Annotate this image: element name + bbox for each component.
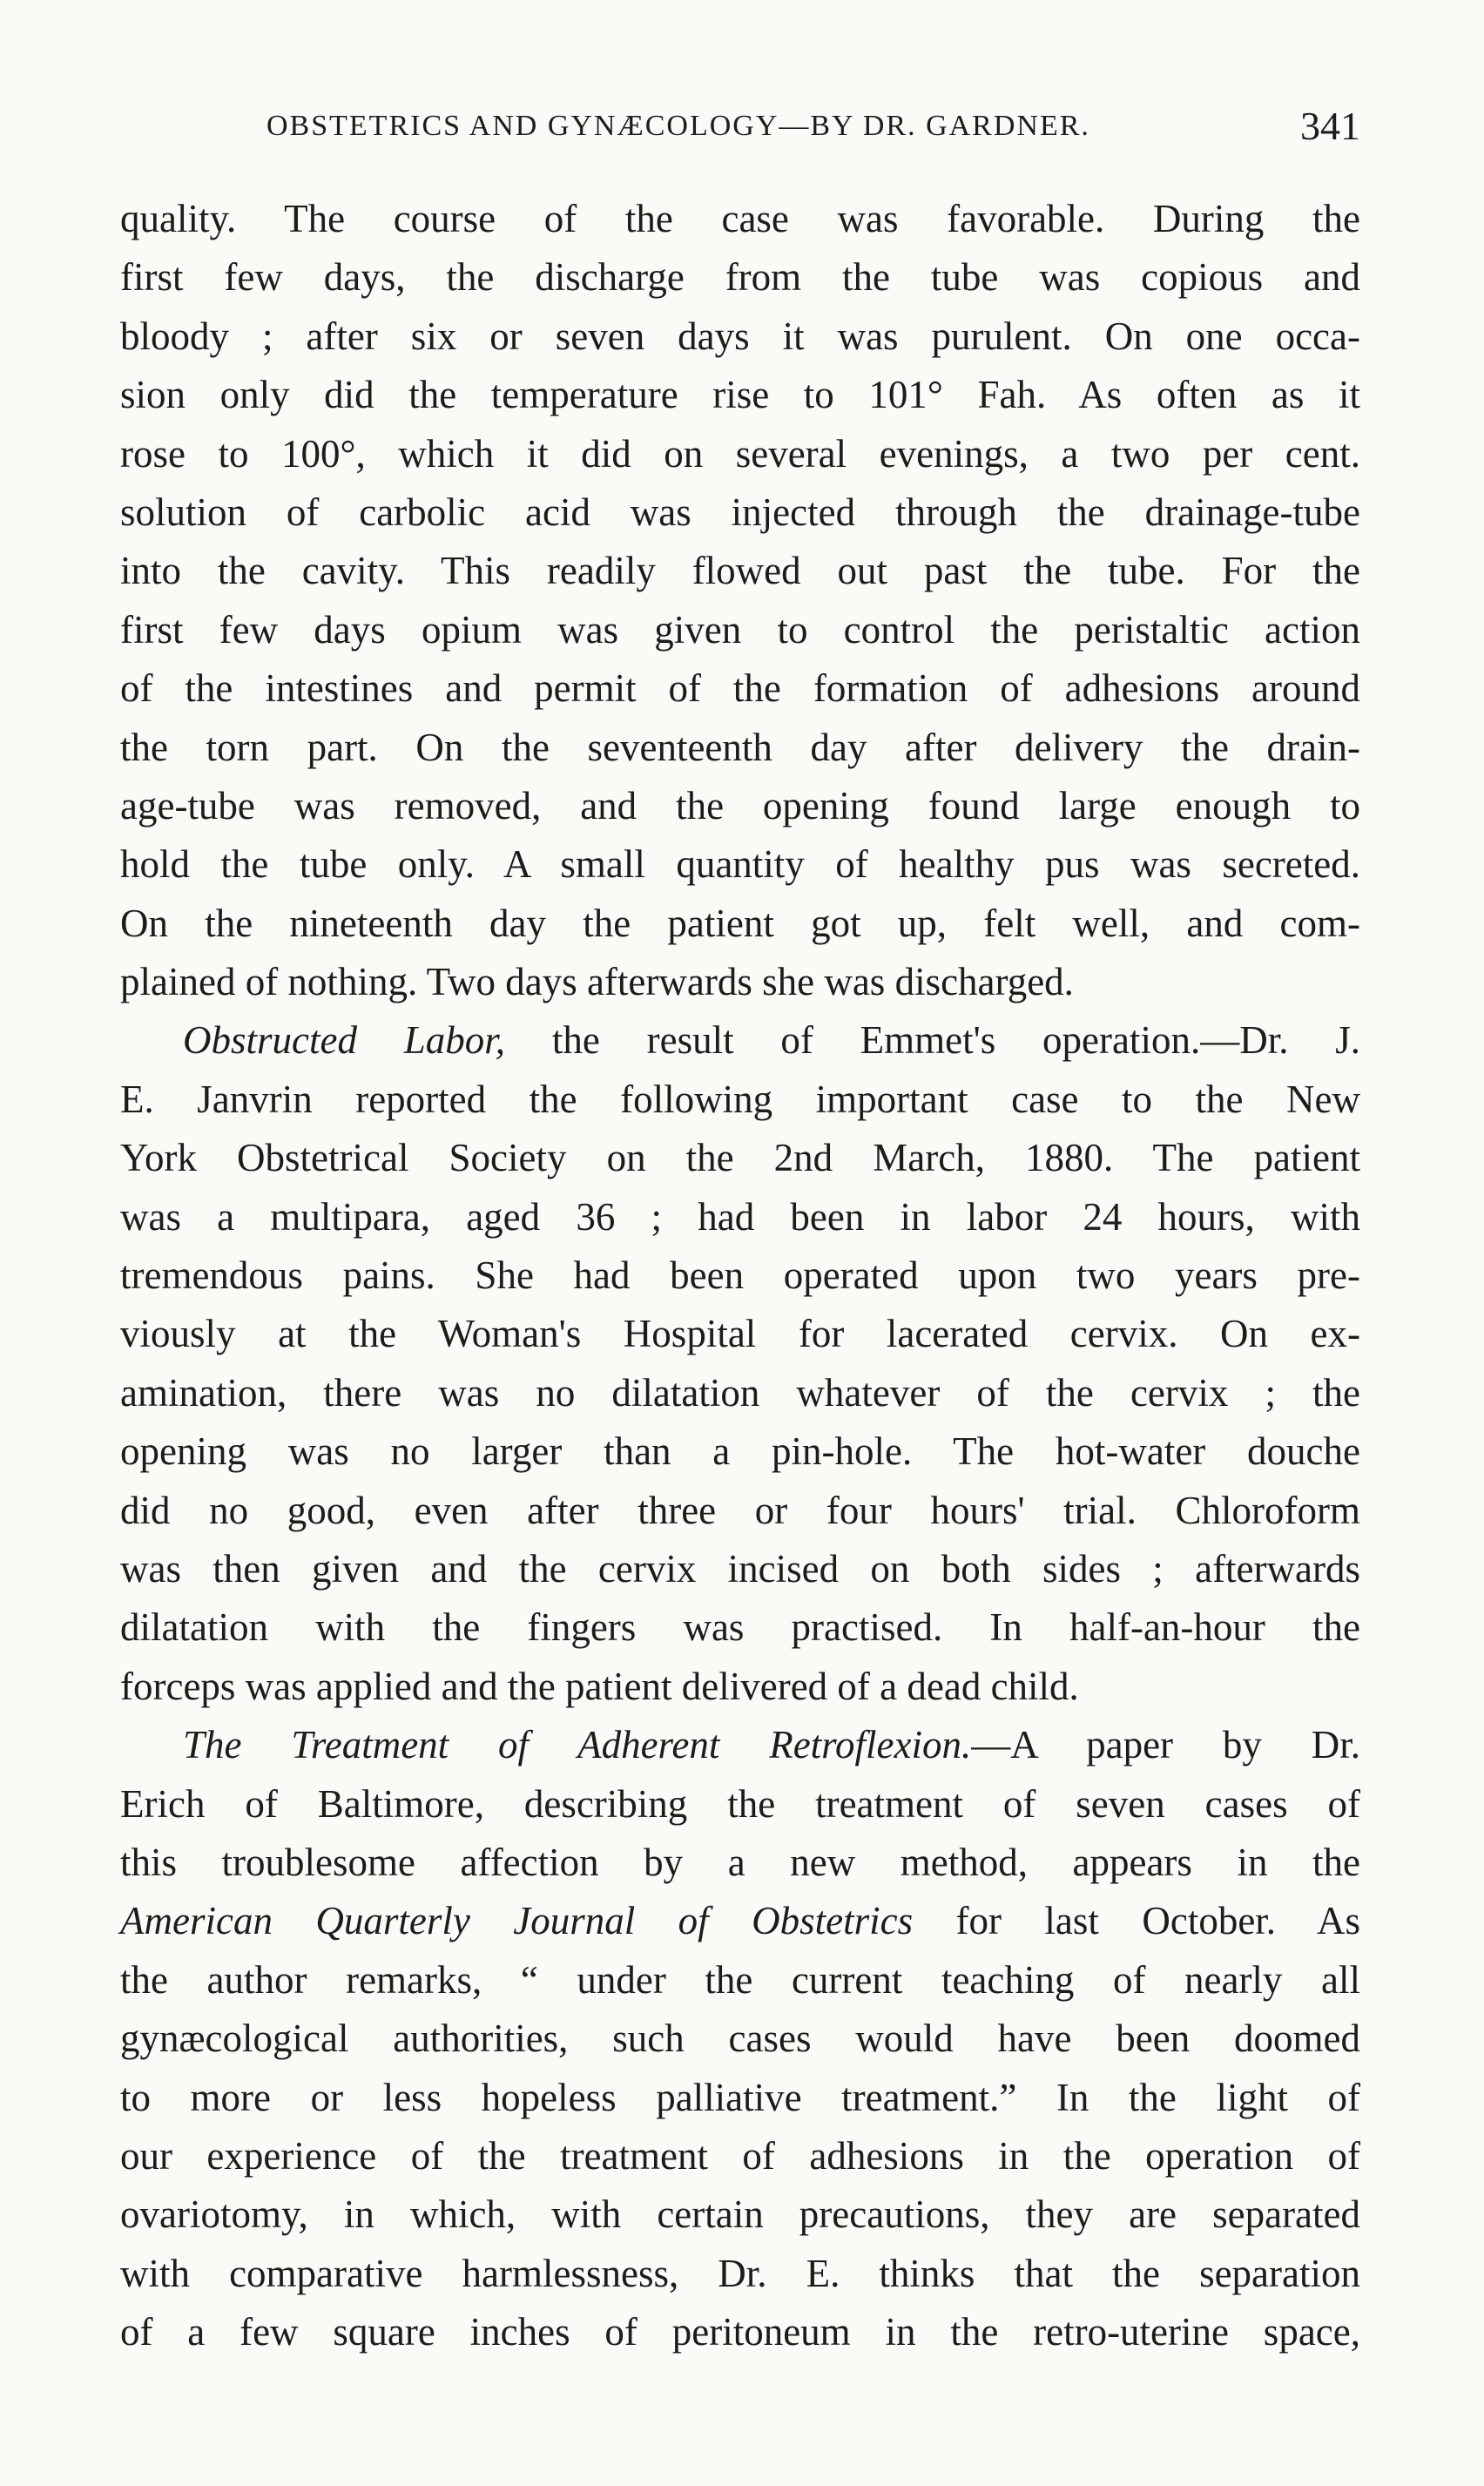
- text-line: amination, there was no dilatation whatever of the cervix ; the: [120, 1370, 1360, 1415]
- section-heading-retroflexion: The Treatment of Adherent Retroflexion.: [183, 1723, 972, 1767]
- running-head-title: OBSTETRICS AND GYNÆCOLOGY—BY DR. GARDNER.: [266, 110, 1090, 142]
- text-line: E. Janvrin reported the following important case to the New: [120, 1077, 1360, 1121]
- text-line-rest: —A paper by Dr.: [971, 1723, 1360, 1767]
- text-line-rest: for last October. As: [913, 1899, 1360, 1943]
- text-line: plained of nothing. Two days afterwards she was discharged.: [120, 960, 1074, 1004]
- text-line: dilatation with the fingers was practised. In half-an-hour the: [120, 1605, 1360, 1650]
- text-line: was then given and the cervix incised on both sides ; afterwards: [120, 1546, 1360, 1591]
- text-line: York Obstetrical Society on the 2nd March, 1880. The patient: [120, 1136, 1360, 1180]
- text-line: with comparative harmlessness, Dr. E. thinks that the separation: [120, 2251, 1360, 2295]
- journal-title-line: [120, 1892, 1360, 1950]
- text-line: first few days, the discharge from the tube was copious and: [120, 255, 1360, 300]
- section-heading-obstructed-labor: Obstructed Labor,: [183, 1018, 506, 1063]
- text-line: hold the tube only. A small quantity of healthy pus was secreted.: [120, 842, 1360, 887]
- text-line-rest: the result of Emmet's operation.—Dr. J.: [505, 1018, 1360, 1063]
- text-line: forceps was applied and the patient delivered of a dead child.: [120, 1664, 1079, 1708]
- text-line: ovariotomy, in which, with certain precautions, they are separated: [120, 2192, 1360, 2237]
- text-line: was a multipara, aged 36 ; had been in labor 24 hours, with: [120, 1194, 1360, 1239]
- text-line: sion only did the temperature rise to 101° Fah. As often as it: [120, 373, 1360, 417]
- text-line: to more or less hopeless palliative treatment.” In the light of: [120, 2075, 1360, 2119]
- text-line: did no good, even after three or four hours' trial. Chloroform: [120, 1488, 1360, 1532]
- text-line: of a few square inches of peritoneum in the retro-uterine space,: [120, 2310, 1360, 2354]
- text-line: the torn part. On the seventeenth day after delivery the drain-: [120, 725, 1360, 769]
- text-line: first few days opium was given to control the peristaltic action: [120, 607, 1360, 652]
- text-line: opening was no larger than a pin-hole. The hot-water douche: [120, 1429, 1360, 1474]
- text-line: gynæcological authorities, such cases would have been doomed: [120, 2016, 1360, 2061]
- body-text: [120, 190, 1360, 2361]
- paragraph-start-retroflexion: [120, 1716, 1360, 1774]
- text-line: On the nineteenth day the patient got up, felt well, and com-: [120, 901, 1360, 945]
- text-line: bloody ; after six or seven days it was purulent. On one occa-: [120, 314, 1360, 358]
- text-line: our experience of the treatment of adhesions in the operation of: [120, 2133, 1360, 2178]
- text-line: solution of carbolic acid was injected through the drainage-tube: [120, 490, 1360, 534]
- text-line: of the intestines and permit of the formation of adhesions around: [120, 666, 1360, 711]
- text-line: Erich of Baltimore, describing the treatment of seven cases of: [120, 1781, 1360, 1826]
- text-line: into the cavity. This readily flowed out past the tube. For the: [120, 549, 1360, 593]
- text-line: the author remarks, “ under the current teaching of nearly all: [120, 1957, 1360, 2002]
- page-number: 341: [1300, 104, 1360, 148]
- text-line: rose to 100°, which it did on several evenings, a two per cent.: [120, 431, 1360, 476]
- text-line: quality. The course of the case was favorable. During the: [120, 197, 1360, 240]
- text-line: age-tube was removed, and the opening found large enough to: [120, 783, 1360, 828]
- text-line: tremendous pains. She had been operated upon two years pre-: [120, 1253, 1360, 1298]
- text-line: this troublesome affection by a new method, appears in the: [120, 1840, 1360, 1884]
- paragraph-start-obstructed-labor: [120, 1011, 1360, 1070]
- text-line: viously at the Woman's Hospital for lacerated cervix. On ex-: [120, 1312, 1360, 1356]
- running-head: [266, 103, 1360, 152]
- journal-title: American Quarterly Journal of Obstetrics: [120, 1899, 914, 1943]
